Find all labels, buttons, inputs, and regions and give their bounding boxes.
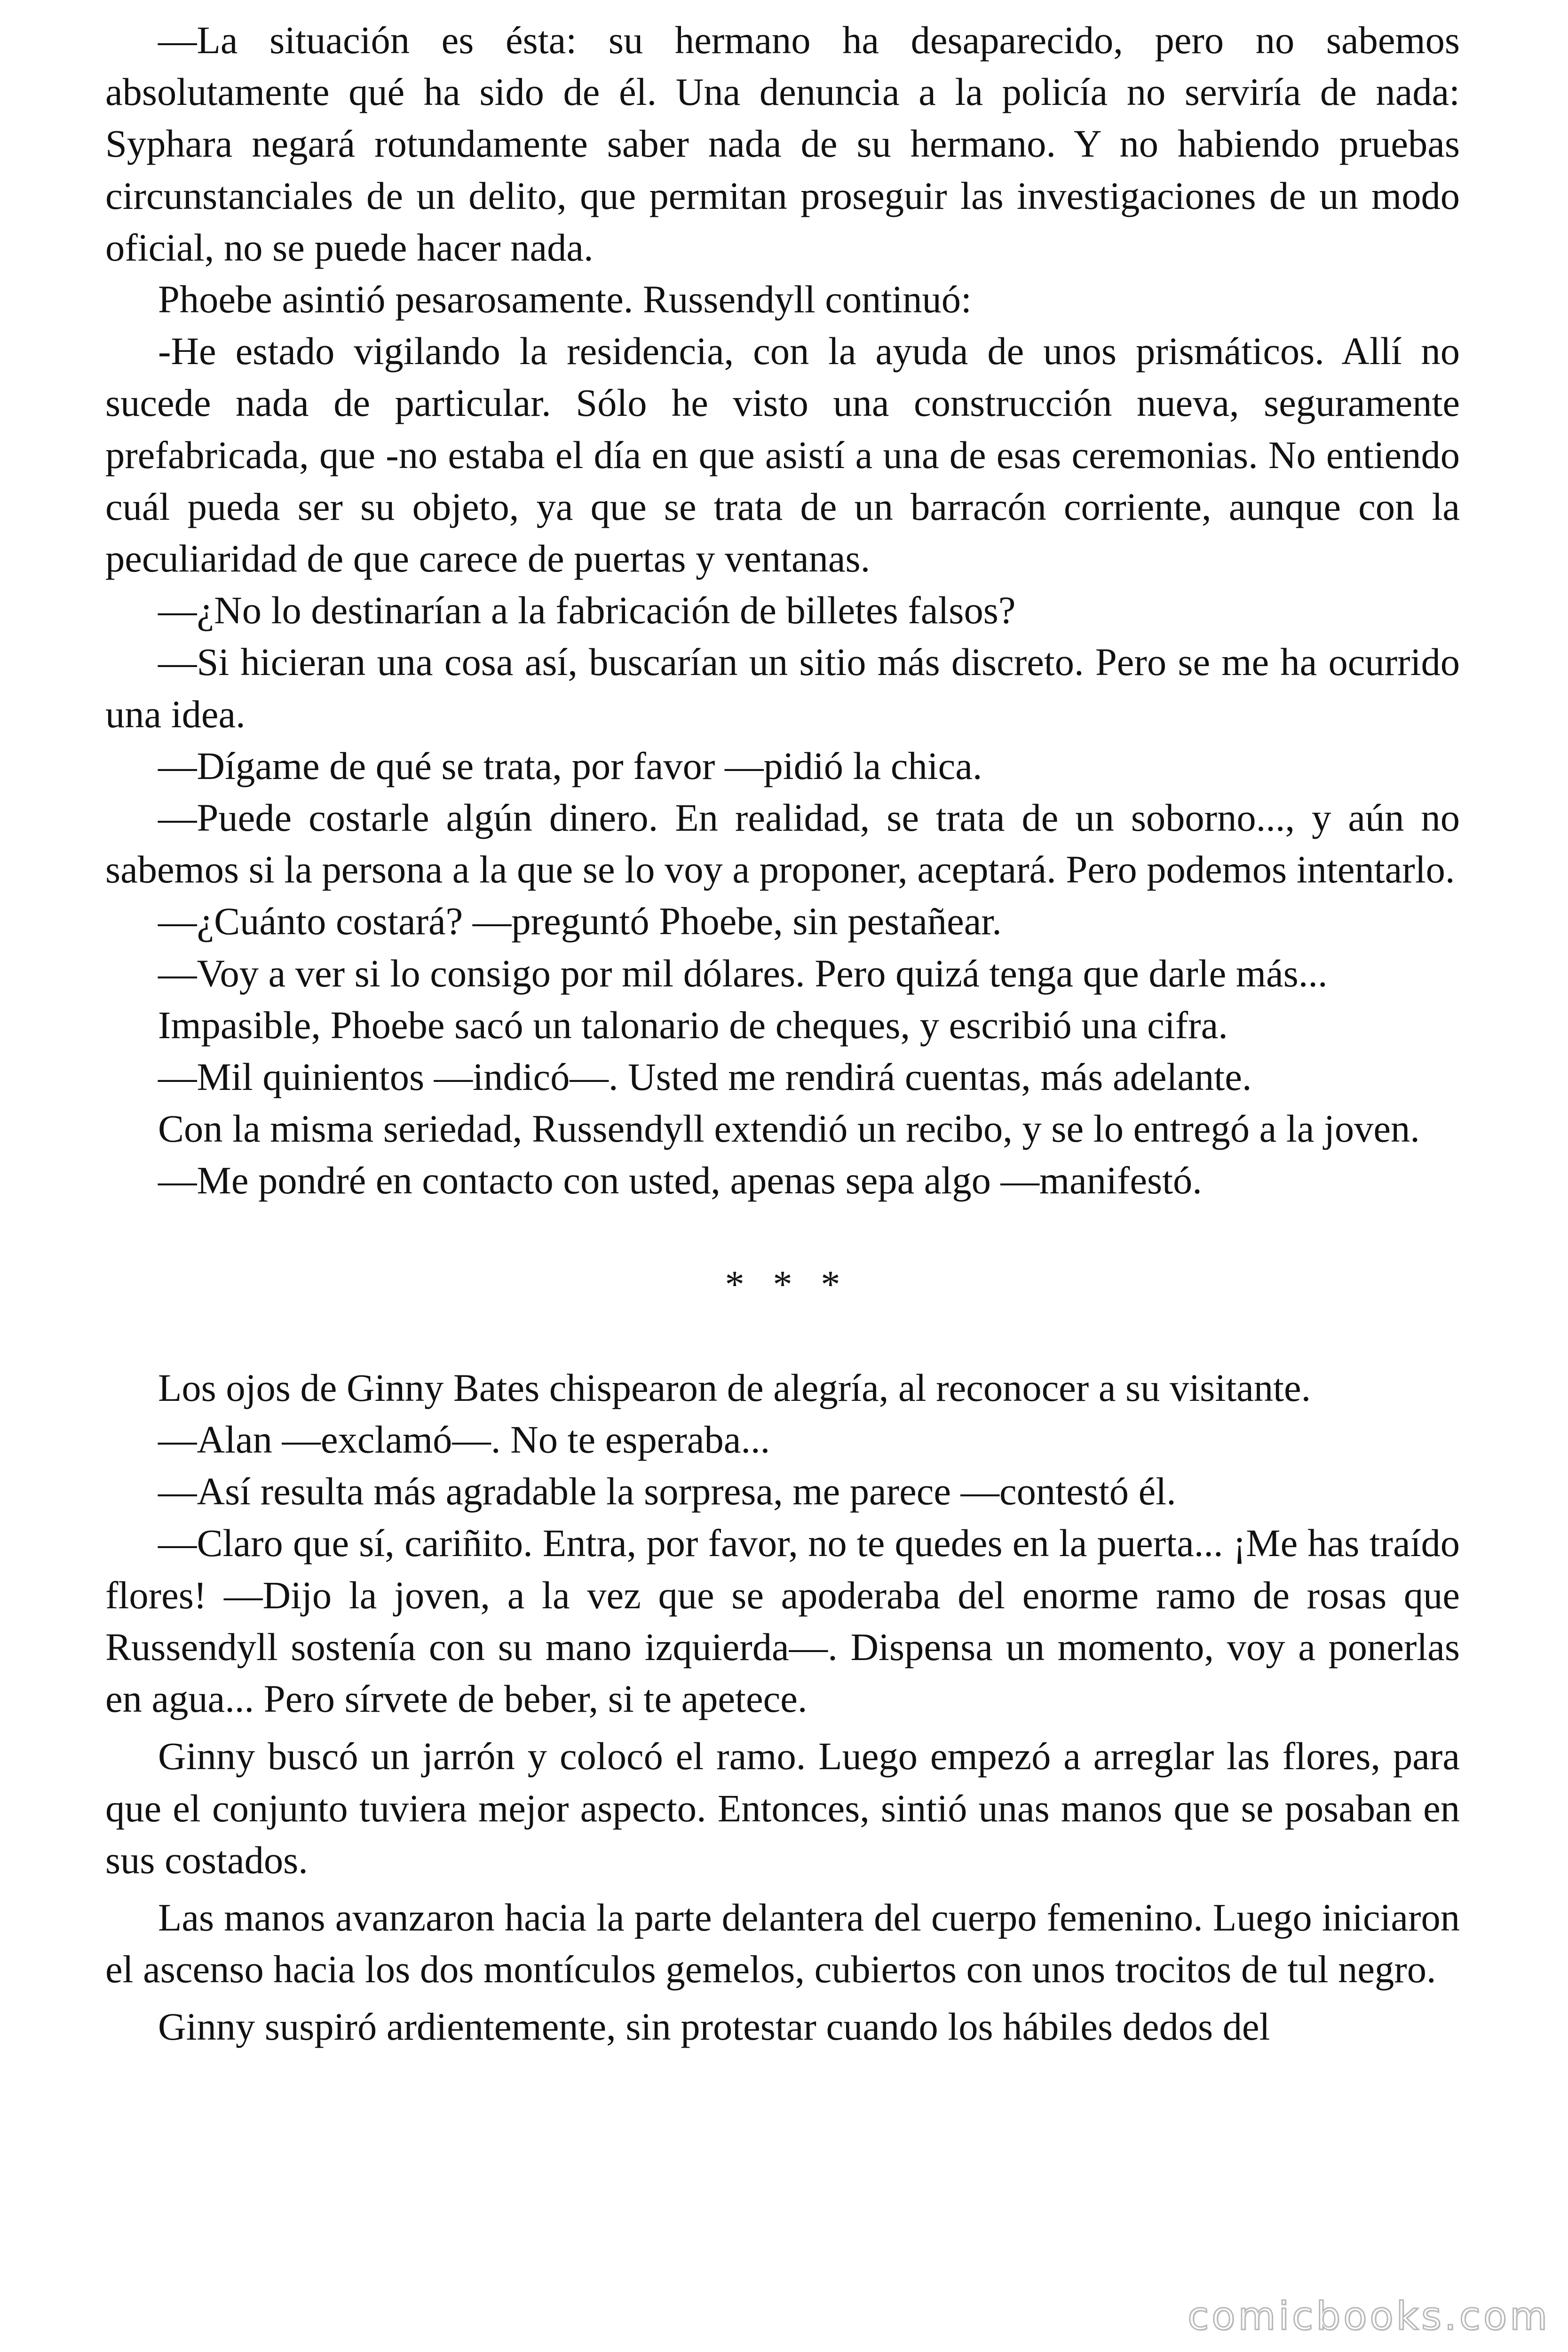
paragraph: —Dígame de qué se trata, por favor —pidió la chica. <box>158 744 982 787</box>
paragraph: —Me pondré en contacto con usted, apenas sepa algo —manifestó. <box>158 1159 1202 1202</box>
watermark: comicbooks.com <box>1188 2294 1550 2339</box>
page-body <box>105 14 1460 2053</box>
paragraph: Las manos avanzaron hacia la parte delantera del cuerpo femenino. Luego iniciaron el ascenso hacia los dos montículos gemelos, cubiertos con unos trocitos de tul negro. <box>105 1895 1460 1991</box>
scene-separator: * * * <box>725 1262 850 1306</box>
paragraph: —¿No lo destinarían a la fabricación de billetes falsos? <box>158 588 1016 632</box>
paragraph: Con la misma seriedad, Russendyll extendió un recibo, y se lo entregó a la joven. <box>158 1107 1420 1151</box>
paragraph: —Claro que sí, cariñito. Entra, por favor, no te quedes en la puerta... ¡Me has traído flores! —Dijo la joven, a la vez que se apoderaba del enorme ramo de rosas que Russendyll sostenía con su mano izquierda—. Dispensa un momento, voy a ponerlas en agua... Pero sírvete de beber, si te apetece. <box>105 1521 1460 1721</box>
paragraph: —Mil quinientos —indicó—. Usted me rendirá cuentas, más adelante. <box>158 1055 1252 1099</box>
paragraph: Ginny buscó un jarrón y colocó el ramo. Luego empezó a arreglar las flores, para que el conjunto tuviera mejor aspecto. Entonces, sintió unas manos que se posaban en sus costados. <box>105 1734 1460 1882</box>
paragraph: —Alan —exclamó—. No te esperaba... <box>158 1418 770 1462</box>
paragraph: Los ojos de Ginny Bates chispearon de alegría, al reconocer a su visitante. <box>158 1366 1311 1409</box>
paragraph: —La situación es ésta: su hermano ha desaparecido, pero no sabemos absolutamente qué ha sido de él. Una denuncia a la policía no serviría de nada: Syphara negará rotundamente saber nada de su hermano. Y no habiendo pruebas circunstanciales de un delito, que permitan proseguir las investigaciones de un modo oficial, no se puede hacer nada. <box>105 18 1460 269</box>
paragraph: —Voy a ver si lo consigo por mil dólares. Pero quizá tenga que darle más... <box>158 951 1328 995</box>
paragraph: —Si hicieran una cosa así, buscarían un sitio más discreto. Pero se me ha ocurrido una idea. <box>105 640 1460 736</box>
paragraph: Impasible, Phoebe sacó un talonario de cheques, y escribió una cifra. <box>158 1003 1228 1047</box>
paragraph: Ginny suspiró ardientemente, sin protestar cuando los hábiles dedos del <box>158 2005 1270 2049</box>
paragraph: —Puede costarle algún dinero. En realidad, se trata de un soborno..., y aún no sabemos si la persona a la que se lo voy a proponer, aceptará. Pero podemos intentarlo. <box>105 796 1460 891</box>
paragraph: -He estado vigilando la residencia, con la ayuda de unos prismáticos. Allí no sucede nada de particular. Sólo he visto una construcción nueva, seguramente prefabricada, que -no estaba el día en que asistí a una de esas ceremonias. No entiendo cuál pueda ser su objeto, ya que se trata de un barracón corriente, aunque con la peculiaridad de que carece de puertas y ventanas. <box>105 329 1460 580</box>
paragraph: Phoebe asintió pesarosamente. Russendyll continuó: <box>158 278 972 321</box>
paragraph: —¿Cuánto costará? —preguntó Phoebe, sin pestañear. <box>158 899 1002 943</box>
paragraph: —Así resulta más agradable la sorpresa, me parece —contestó él. <box>158 1470 1176 1513</box>
